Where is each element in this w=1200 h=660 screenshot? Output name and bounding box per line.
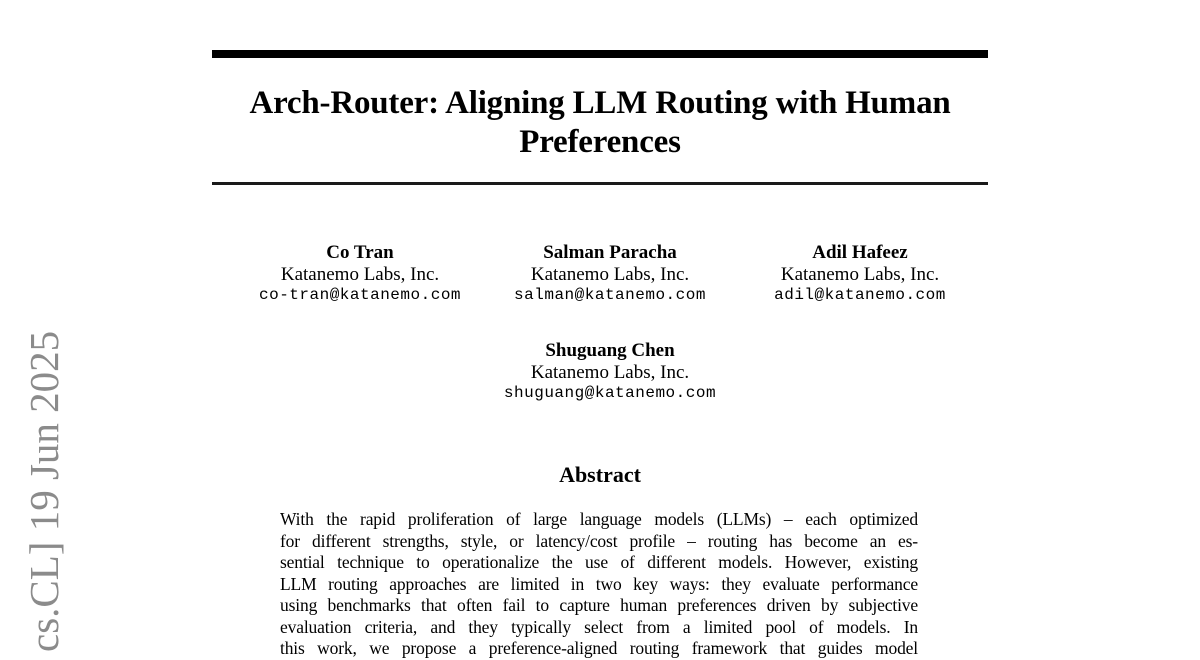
author-email: salman@katanemo.com: [514, 286, 706, 304]
author-name: Salman Paracha: [543, 242, 677, 263]
abstract-line: for different strengths, style, or latency/cost profile – routing has become an es-: [280, 530, 918, 551]
abstract-line: LLM routing approaches are limited in two key ways: they evaluate performance: [280, 573, 918, 594]
author-affiliation: Katanemo Labs, Inc.: [530, 263, 690, 285]
author-block-salman-paracha: [490, 242, 730, 307]
authors-row-1: [240, 242, 980, 307]
author-name: Shuguang Chen: [545, 340, 675, 361]
paper-title: [212, 84, 988, 162]
arxiv-sidebar-stamp: cs.CL] 19 Jun 2025: [21, 330, 67, 652]
author-name: Adil Hafeez: [812, 242, 908, 263]
author-block-co-tran: [240, 242, 480, 307]
author-affiliation: Katanemo Labs, Inc.: [780, 263, 940, 285]
author-name: Co Tran: [326, 242, 394, 263]
abstract-text: [280, 509, 918, 660]
abstract-line: this work, we propose a preference-aligned routing framework that guides model: [280, 638, 918, 658]
abstract-line: using benchmarks that often fail to capture human preferences driven by subjective: [280, 595, 918, 615]
paper-title-line-2: Preferences: [519, 124, 681, 160]
author-email: co-tran@katanemo.com: [258, 286, 462, 304]
authors-row-2: [240, 340, 980, 405]
abstract-line: With the rapid proliferation of large language models (LLMs) – each optimized: [280, 509, 918, 529]
abstract-line: evaluation criteria, and they typically select from a limited pool of models. In: [280, 616, 918, 637]
author-block-shuguang-chen: [490, 340, 730, 405]
abstract-line: sential technique to operationalize the use of different models. However, existing: [280, 552, 918, 572]
author-affiliation: Katanemo Labs, Inc.: [530, 361, 690, 383]
author-block-adil-hafeez: [740, 242, 980, 307]
abstract-heading: Abstract: [559, 462, 641, 487]
paper-title-line-1: Arch-Router: Aligning LLM Routing with Human: [249, 85, 951, 121]
author-email: adil@katanemo.com: [774, 286, 946, 304]
author-email: shuguang@katanemo.com: [503, 384, 717, 402]
author-affiliation: Katanemo Labs, Inc.: [280, 263, 440, 285]
title-rule-top: [212, 50, 988, 58]
title-rule-bottom: [212, 182, 988, 185]
